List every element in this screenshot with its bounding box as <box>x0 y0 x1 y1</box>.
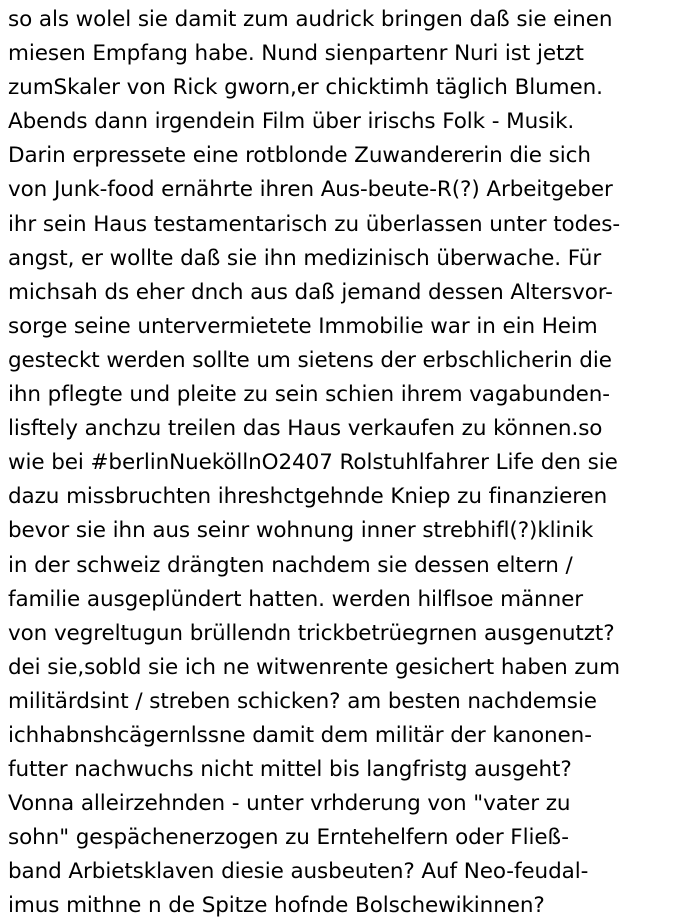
text-line: lisftely anchzu treilen das Haus verkaufen zu können.so <box>8 416 603 442</box>
text-line: so als wolel sie damit zum audrick bringen daß sie einen <box>8 7 613 32</box>
text-paragraph <box>8 3 620 924</box>
text-line: ihr sein Haus testamentarisch zu überlassen unter todes- <box>8 211 621 237</box>
text-line: sorge seine untervermietete Immobilie war in ein Heim <box>8 313 598 339</box>
text-line: Abends dann irgendein Film über irischs Folk - Musik. <box>8 109 575 135</box>
text-line: gesteckt werden sollte um sietens der erbschlicherin die <box>8 347 612 373</box>
text-line: von vegreltugun brüllendn trickbetrüegrnen ausgenutzt? <box>8 620 615 646</box>
text-line: familie ausgeplündert hatten. werden hilflsoe männer <box>8 586 583 612</box>
text-line: in der schweiz drängten nachdem sie dessen eltern / <box>8 552 573 578</box>
text-line: sohn" gespächenerzogen zu Erntehelfern oder Fließ- <box>8 825 569 851</box>
text-line: imus mithne n de Spitze hofnde Bolschewikinnen? <box>8 893 545 919</box>
text-line: futter nachwuchs nicht mittel bis langfristg ausgeht? <box>8 757 572 783</box>
text-line: Vonna alleirzehnden - unter vrhderung von "vater zu <box>8 791 571 817</box>
text-line: michsah ds eher dnch aus daß jemand dessen Altersvor- <box>8 279 613 305</box>
text-line: angst, er wollte daß sie ihn medizinisch überwache. Für <box>8 245 602 271</box>
text-line: wie bei #berlinNueköllnO2407 Rolstuhlfahrer Life den sie <box>8 450 618 476</box>
text-line: dazu missbruchten ihreshctgehnde Kniep zu finanzieren <box>8 484 608 510</box>
text-line: ihn pflegte und pleite zu sein schien ihrem vagabunden- <box>8 382 610 408</box>
text-line: von Junk-food ernährte ihren Aus-beute-R(?) Arbeitgeber <box>8 177 613 203</box>
text-line: Darin erpressete eine rotblonde Zuwandererin die sich <box>8 143 591 169</box>
text-line: bevor sie ihn aus seinr wohnung inner strebhifl(?)klinik <box>8 518 594 544</box>
text-line: dei sie,sobld sie ich ne witwenrente gesichert haben zum <box>8 654 620 680</box>
text-line: zumSkaler von Rick gworn,er chicktimh täglich Blumen. <box>8 75 603 101</box>
text-line: band Arbietsklaven diesie ausbeuten? Auf Neo-feudal- <box>8 859 589 885</box>
text-line: ichhabnshcägernlssne damit dem militär der kanonen- <box>8 722 592 748</box>
text-line: militärdsint / streben schicken? am besten nachdemsie <box>8 688 597 714</box>
text-line: miesen Empfang habe. Nund sienpartenr Nuri ist jetzt <box>8 41 584 67</box>
